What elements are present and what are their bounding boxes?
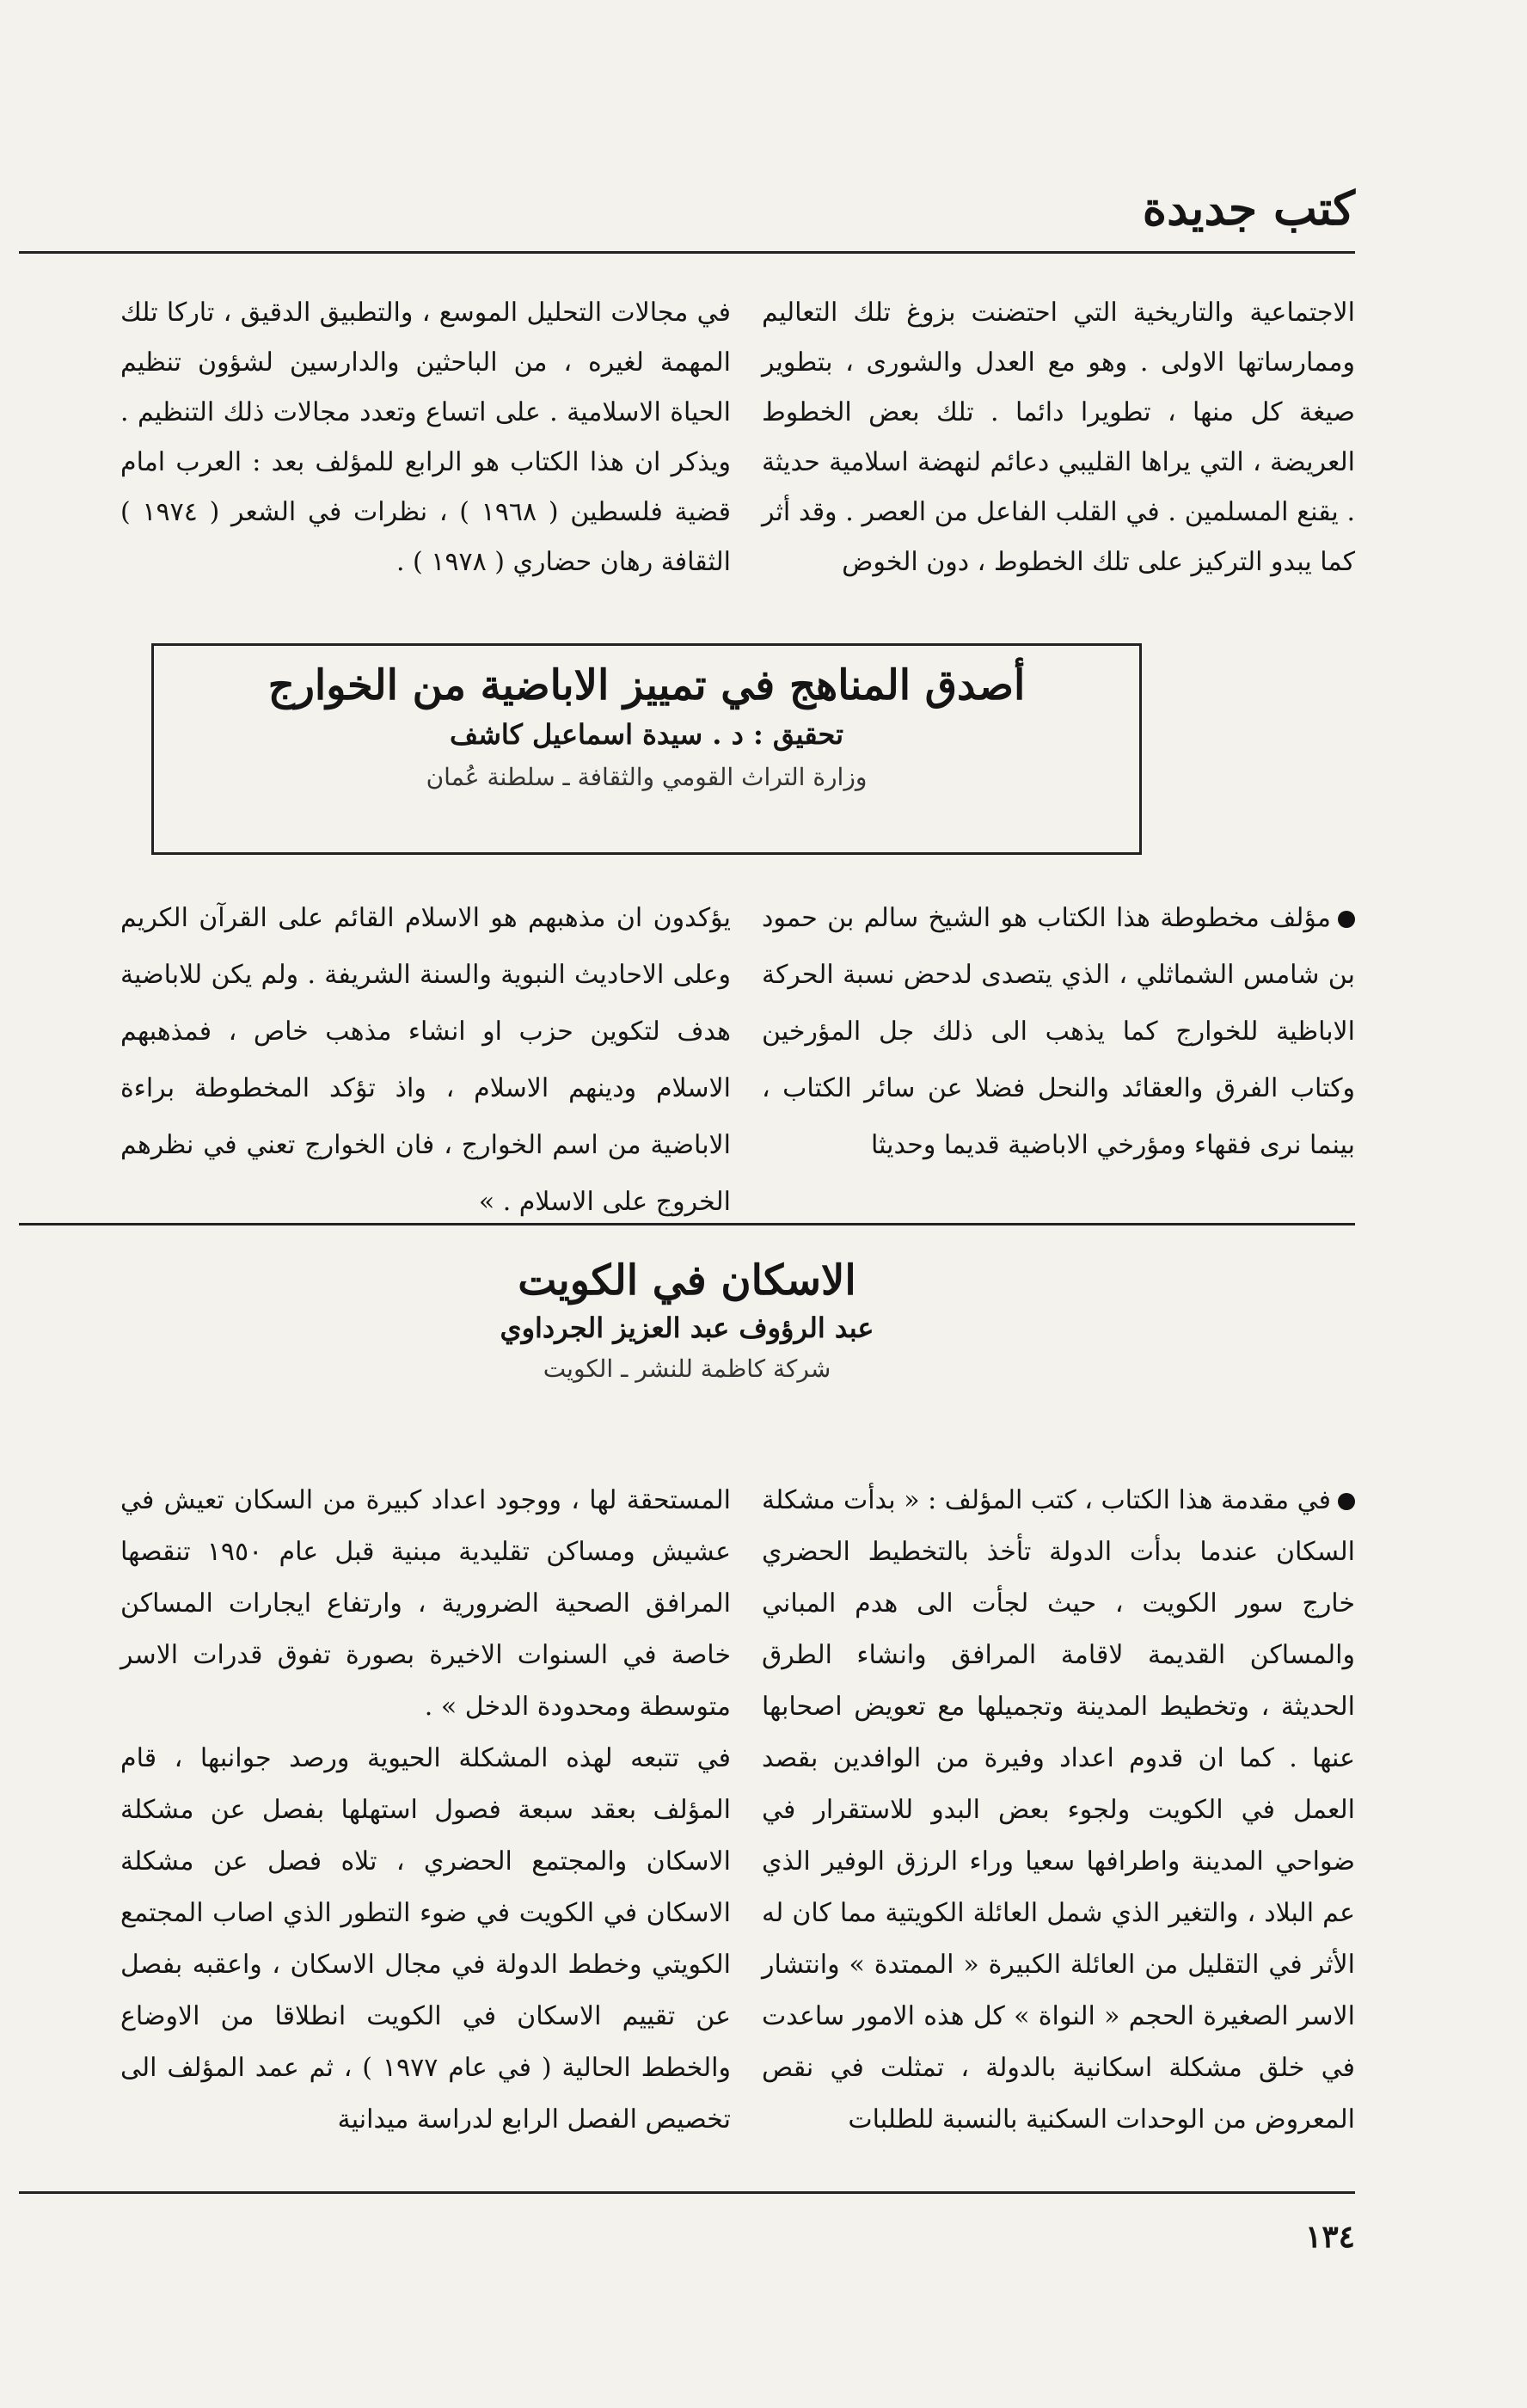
book2-left-p2: في تتبعه لهذه المشكلة الحيوية ورصد جوانبها ، قام المؤلف بعقد سبعة فصول استهلها بفصل عن مشكلة الاسكان والمجتمع الحضري ، تلاه فصل عن مشكلة الاسكان في الكويت في ضوء التطور الذي اصاب المجتمع الكويتي وخطط الدولة في مجال الاسكان ، واعقبه بفصل عن تقييم الاسكان في الكويت انطلاقا من الاوضاع والخطط الحالية ( في عام ١٩٧٧ ) ، ثم عمد المؤلف الى تخصيص الفصل الرابع لدراسة ميدانية [120, 1743, 731, 2135]
section-title: كتب جديدة [1142, 181, 1355, 236]
bullet-icon [1338, 911, 1355, 928]
book1-right-text: مؤلف مخطوطة هذا الكتاب هو الشيخ سالم بن حمود بن شامس الشماثلي ، الذي يتصدى لدحض نسبة الحركة الاباظية للخوارج كما يذهب الى ذلك جل المؤرخين وكتاب الفرق والعقائد والنحل فضلا عن سائر الكتاب ، بينما نرى فقهاء ومؤرخي الاباضية قديما وحديثا [762, 903, 1355, 1160]
book2-left-column [120, 1475, 731, 2146]
book2-publisher: شركة كاظمة للنشر ـ الكويت [543, 1354, 831, 1383]
book1-left-column [120, 890, 731, 1231]
book2-left-p1: المستحقة لها ، ووجود اعداد كبيرة من السكان تعيش في عشيش ومساكن تقليدية مبنية قبل عام ١٩٥٠ تنقصها المرافق الصحية الضرورية ، وارتفاع ايجارات المساكن خاصة في السنوات الاخيرة بصورة تفوق قدرات الاسر متوسطة ومحدودة الدخل » . [120, 1485, 731, 1722]
book1-publisher: وزارة التراث القومي والثقافة ـ سلطنة عُمان [426, 763, 868, 791]
intro-left-text: في مجالات التحليل الموسع ، والتطبيق الدقيق ، تاركا تلك المهمة لغيره ، من الباحثين والدارسين لشؤون تنظيم الحياة الاسلامية . على اتساع وتعدد مجالات ذلك التنظيم . ويذكر ان هذا الكتاب هو الرابع للمؤلف بعد : العرب امام قضية فلسطين ( ١٩٦٨ ) ، نظرات في الشعر ( ١٩٧٤ ) الثقافة رهان حضاري ( ١٩٧٨ ) . [120, 298, 731, 577]
header-rule [19, 251, 1355, 254]
intro-right-column [762, 288, 1355, 587]
book2-right-column [762, 1475, 1355, 2146]
book1-header-box [151, 643, 1142, 855]
book2-header-box [19, 1223, 1355, 1423]
book2-title: الاسكان في الكويت [518, 1256, 856, 1305]
book2-author: عبد الرؤوف عبد العزيز الجرداوي [500, 1312, 874, 1344]
page-number: ١٣٤ [1304, 2219, 1355, 2255]
book2-right-text: في مقدمة هذا الكتاب ، كتب المؤلف : « بدأت مشكلة السكان عندما بدأت الدولة تأخذ بالتخطيط الحضري خارج سور الكويت ، حيث لجأت الى هدم المباني والمساكن القديمة لاقامة المرافق وانشاء الطرق الحديثة ، وتخطيط المدينة وتجميلها مع تعويض اصحابها عنها . كما ان قدوم اعداد وفيرة من الوافدين بقصد العمل في الكويت ولجوء بعض البدو للاستقرار في ضواحي المدينة واطرافها سعيا وراء الرزق الوفير الذي عم البلاد ، والتغير الذي شمل العائلة الكويتية مما كان له الأثر في التقليل من العائلة الكبيرة « الممتدة » وانتشار الاسر الصغيرة الحجم « النواة » كل هذه الامور ساعدت في خلق مشكلة اسكانية بالدولة ، تمثلت في نقص المعروض من الوحدات السكنية بالنسبة للطلبات [762, 1485, 1355, 2135]
book1-title: أصدق المناهج في تمييز الاباضية من الخوارج [267, 661, 1026, 710]
intro-left-column [120, 288, 731, 587]
book1-author: تحقيق : د . سيدة اسماعيل كاشف [449, 718, 844, 751]
bullet-icon [1338, 1493, 1355, 1510]
intro-right-text: الاجتماعية والتاريخية التي احتضنت بزوغ تلك التعاليم وممارساتها الاولى . وهو مع العدل والشورى ، بتطوير صيغة كل منها ، تطويرا دائما . تلك بعض الخطوط العريضة ، التي يراها القليبي دعائم لنهضة اسلامية حديثة . يقنع المسلمين . في القلب الفاعل من العصر . وقد أثر كما يبدو التركيز على تلك الخطوط ، دون الخوض [762, 298, 1355, 577]
footer-rule [19, 2191, 1355, 2194]
book1-left-text: يؤكدون ان مذهبهم هو الاسلام القائم على القرآن الكريم وعلى الاحاديث النبوية والسنة الشريفة . ولم يكن للاباضية هدف لتكوين حزب او انشاء مذهب خاص ، فمذهبهم الاسلام ودينهم الاسلام ، واذ تؤكد المخطوطة براءة الاباضية من اسم الخوارج ، فان الخوارج تعني في نظرهم الخروج على الاسلام . » [120, 903, 731, 1217]
book1-right-column [762, 890, 1355, 1174]
